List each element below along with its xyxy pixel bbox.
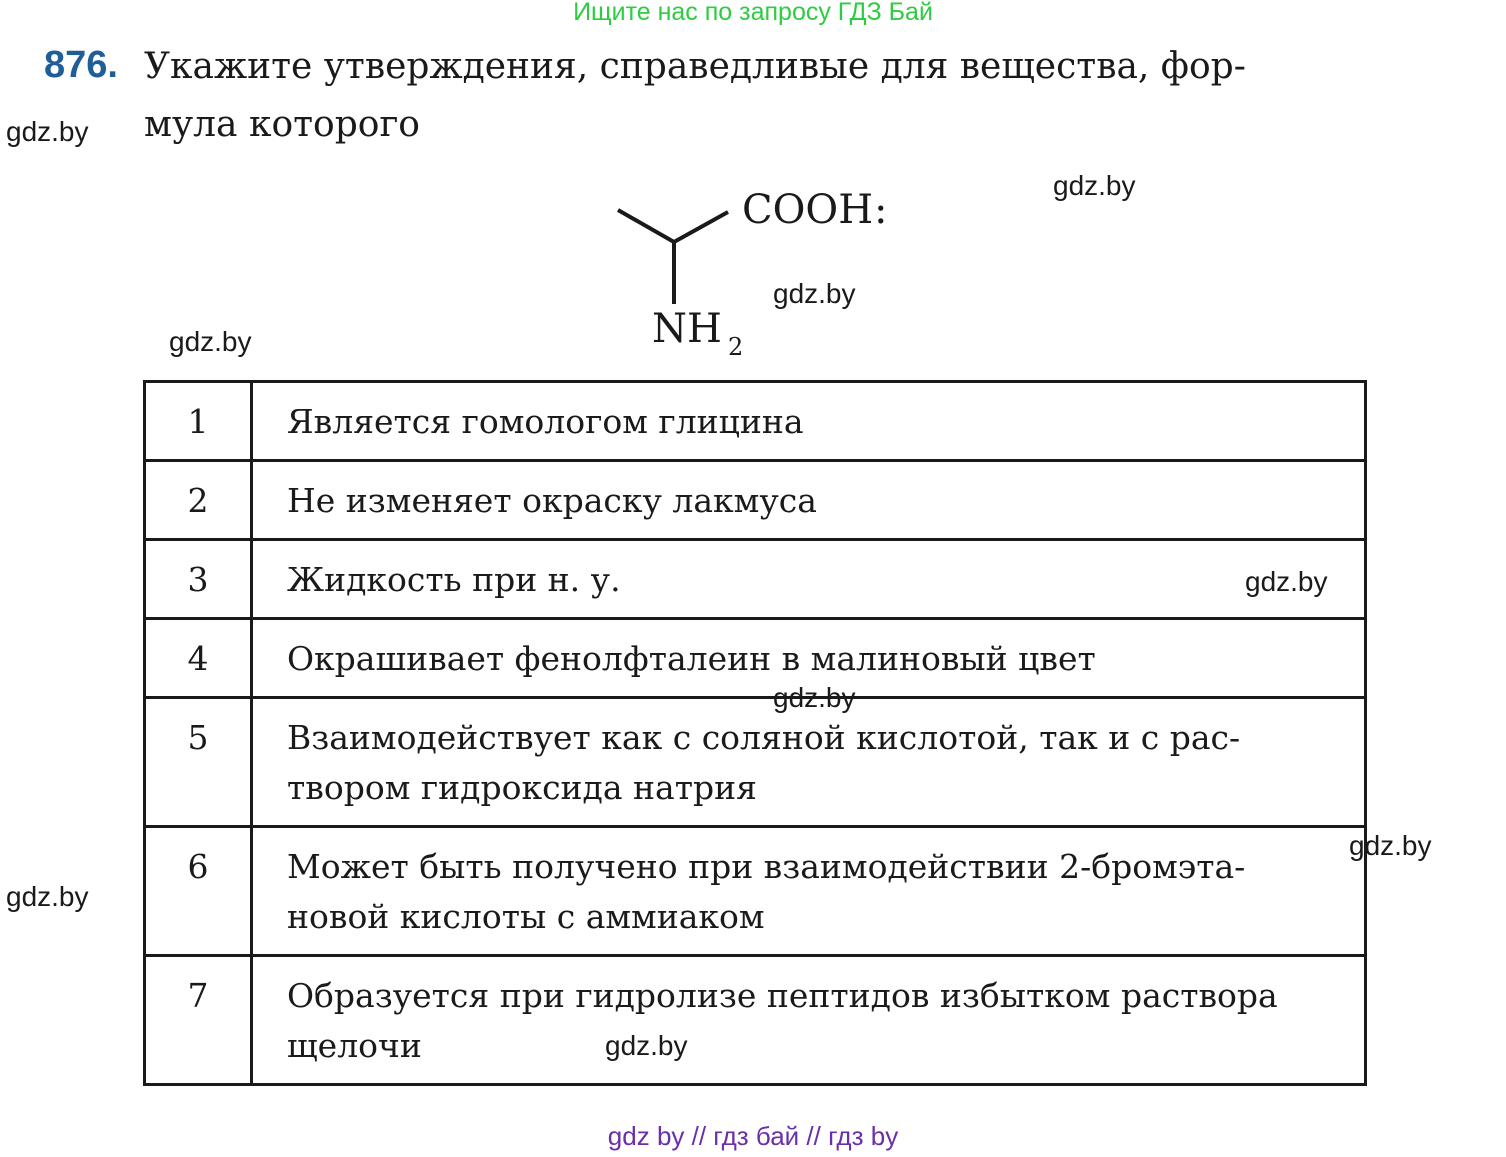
watermark: gdz.by: [6, 881, 89, 912]
structural-formula: [600, 180, 920, 370]
watermark: gdz.by: [605, 1030, 688, 1061]
statements-table: [143, 380, 1367, 1086]
watermark: gdz.by: [6, 116, 89, 147]
statement-number: 5: [145, 698, 252, 827]
table-row: [145, 698, 1366, 827]
statement-text: Не изменяет окраску лакмуса: [252, 461, 1366, 540]
top-banner[interactable]: Ищите нас по запросу ГДЗ Бай: [573, 0, 933, 26]
table-row: [145, 956, 1366, 1085]
statement-number: 6: [145, 827, 252, 956]
watermark: gdz.by: [773, 278, 856, 309]
formula-bond-left: [618, 210, 674, 242]
statement-text: Жидкость при н. у.: [252, 540, 1366, 619]
watermark: gdz.by: [1053, 170, 1136, 201]
table-row: [145, 540, 1366, 619]
watermark: gdz.by: [169, 326, 252, 357]
formula-bond-right: [674, 212, 728, 242]
task-text-line-1: Укажите утверждения, справедливые для вещества, фор-: [144, 46, 1246, 87]
table-row: [145, 619, 1366, 698]
table-row: [145, 461, 1366, 540]
task-text-line-2: мула которого: [144, 104, 420, 145]
footer-links[interactable]: gdz by // гдз бай // гдз by: [607, 1121, 899, 1151]
statement-number: 1: [145, 382, 252, 461]
formula-colon: :: [874, 187, 888, 233]
statement-text: Является гомологом глицина: [252, 382, 1366, 461]
task-number: 876.: [44, 44, 118, 86]
watermark: gdz.by: [1245, 566, 1328, 597]
watermark: gdz.by: [1349, 830, 1432, 861]
statement-text: Образуется при гидролизе пептидов избытком раствора щелочи: [252, 956, 1366, 1085]
statement-text: Взаимодействует как с соляной кислотой, так и с рас-твором гидроксида натрия: [252, 698, 1366, 827]
formula-cooh: COOH: [742, 187, 874, 233]
formula-nh: NH: [652, 306, 722, 352]
table-row: [145, 382, 1366, 461]
statement-text: Может быть получено при взаимодействии 2-бромэта-новой кислоты с аммиаком: [252, 827, 1366, 956]
statement-number: 3: [145, 540, 252, 619]
statement-text: Окрашивает фенолфталеин в малиновый цвет: [252, 619, 1366, 698]
statement-number: 7: [145, 956, 252, 1085]
statement-number: 4: [145, 619, 252, 698]
watermark: gdz.by: [773, 682, 856, 713]
table-row: [145, 827, 1366, 956]
formula-subscript: 2: [728, 333, 744, 361]
statement-number: 2: [145, 461, 252, 540]
